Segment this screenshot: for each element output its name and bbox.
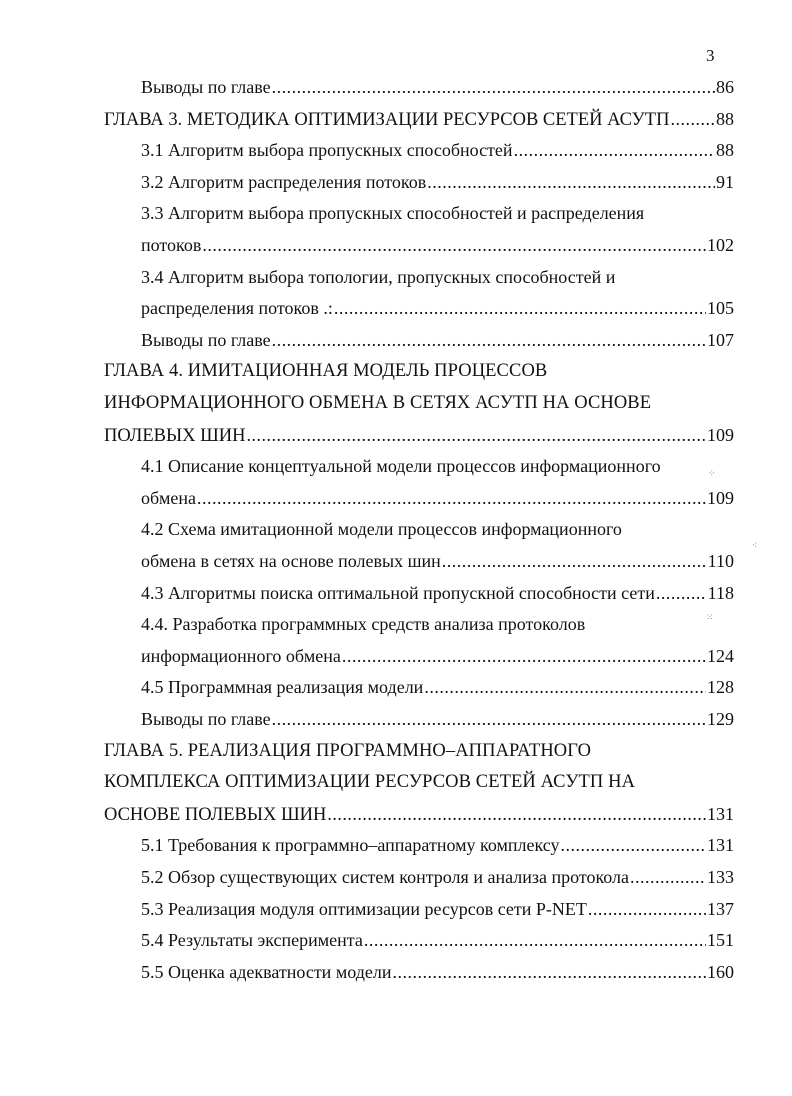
dot-leader — [364, 925, 706, 955]
toc-page-number: 109 — [707, 424, 734, 445]
toc-entry-title: ГЛАВА 3. МЕТОДИКА ОПТИМИЗАЦИИ РЕСУРСОВ СЕТЕЙ АСУТП — [104, 109, 670, 130]
toc-line — [0, 72, 792, 102]
scan-speck: ⁖ — [752, 540, 758, 550]
toc-page-number: 107 — [707, 329, 734, 350]
toc-line — [0, 356, 792, 386]
toc-line — [0, 862, 792, 892]
toc-entry-title: обмена в сетях на основе полевых шин — [141, 551, 441, 571]
toc-page-number: 133 — [707, 867, 734, 887]
toc-entry-title: ПОЛЕВЫХ ШИН — [104, 425, 246, 446]
dot-leader — [272, 325, 706, 355]
dot-leader — [427, 167, 715, 197]
toc-entry-title: Выводы по главе — [141, 77, 271, 97]
toc-entry-title: 5.5 Оценка адекватности модели — [141, 961, 392, 982]
toc-line — [0, 925, 792, 955]
toc-entry-title: 4.2 Схема имитационной модели процессов информационного — [141, 519, 622, 540]
toc-line — [0, 230, 792, 260]
dot-leader — [202, 230, 706, 260]
toc-page-number: 160 — [707, 961, 734, 982]
dot-leader — [327, 799, 706, 829]
toc-line — [0, 198, 792, 228]
toc-page-number: 131 — [707, 835, 734, 856]
toc-entry-title: ИНФОРМАЦИОННОГО ОБМЕНА В СЕТЯХ АСУТП НА ОСНОВЕ — [104, 393, 652, 413]
toc-line — [0, 546, 792, 576]
scan-speck: ⁘ — [708, 468, 716, 478]
toc-entry-title: информационного обмена — [141, 645, 341, 666]
page-number: 3 — [706, 46, 715, 65]
toc-page-number: 128 — [707, 677, 734, 698]
dot-leader — [272, 704, 706, 734]
toc-entry-title: 4.4. Разработка программных средств анализа протоколов — [141, 614, 586, 635]
toc-entry-title: 5.3 Реализация модуля оптимизации ресурсов сети P-NET — [141, 898, 587, 919]
toc-line — [0, 420, 792, 450]
toc-entry-title: 5.4 Результаты эксперимента — [141, 930, 363, 951]
toc-line — [0, 135, 792, 165]
dot-leader — [272, 72, 715, 102]
dot-leader — [442, 546, 707, 576]
toc-entry-title: 4.5 Программная реализация модели — [141, 677, 424, 698]
toc-entry-title: ГЛАВА 4. ИМИТАЦИОННАЯ МОДЕЛЬ ПРОЦЕССОВ — [104, 361, 548, 382]
toc-line — [0, 451, 792, 481]
toc-entry-title: 4.3 Алгоритмы поиска оптимальной пропускной способности сети — [141, 582, 655, 603]
toc-page-number: 110 — [707, 551, 734, 571]
toc-line — [0, 641, 792, 671]
dot-leader — [334, 293, 706, 323]
toc-page-number: 129 — [707, 709, 734, 729]
toc-entry-title: Выводы по главе — [141, 329, 271, 350]
dot-leader — [392, 957, 706, 987]
toc-line — [0, 767, 792, 797]
toc-entry-title: КОМПЛЕКСА ОПТИМИЗАЦИИ РЕСУРСОВ СЕТЕЙ АСУТП НА — [104, 772, 636, 793]
toc-entry-title: 3.4 Алгоритм выбора топологии, пропускных способностей и — [141, 266, 616, 287]
toc-page-number: 109 — [707, 487, 734, 508]
toc-line — [0, 830, 792, 860]
toc-page-number: 102 — [707, 235, 734, 255]
toc-entry-title: Выводы по главе — [141, 709, 271, 729]
toc-line — [0, 799, 792, 829]
toc-line — [0, 736, 792, 766]
toc-entry-title: обмена — [141, 487, 196, 508]
toc-page-number: 131 — [707, 803, 734, 824]
toc-line — [0, 325, 792, 355]
toc-page-number: 118 — [707, 582, 734, 603]
toc-line — [0, 262, 792, 292]
toc-line — [0, 894, 792, 924]
toc-line — [0, 672, 792, 702]
toc-line — [0, 578, 792, 608]
dot-leader — [514, 135, 715, 165]
dot-leader — [247, 420, 707, 450]
toc-line — [0, 704, 792, 734]
toc-entry-title: ГЛАВА 5. РЕАЛИЗАЦИЯ ПРОГРАММНО–АППАРАТНОГО — [104, 740, 592, 761]
toc-entry-title: ОСНОВЕ ПОЛЕВЫХ ШИН — [104, 804, 327, 825]
toc-line — [0, 293, 792, 323]
toc-page-number: 105 — [707, 298, 734, 319]
toc-entry-title: 4.1 Описание концептуальной модели процессов информационного — [141, 456, 661, 477]
toc-page-number: 91 — [716, 171, 734, 192]
toc-page-number: 88 — [716, 140, 734, 161]
dot-leader — [670, 104, 715, 134]
toc-line — [0, 388, 792, 418]
scan-speck: ⁙ — [706, 612, 714, 622]
toc-page-number: 88 — [716, 108, 734, 129]
toc-line — [0, 609, 792, 639]
dot-leader — [424, 672, 706, 702]
dot-leader — [656, 578, 707, 608]
toc-line — [0, 104, 792, 134]
toc-entry-title: распределения потоков .: — [141, 298, 333, 319]
toc-line — [0, 167, 792, 197]
toc-page-number: 151 — [707, 930, 734, 951]
toc-entry-title: 3.2 Алгоритм распределения потоков — [141, 171, 427, 192]
toc-entry-title: 5.2 Обзор существующих систем контроля и анализа протокола — [141, 867, 630, 887]
toc-entry-title: 5.1 Требования к программно–аппаратному комплексу — [141, 835, 560, 856]
toc-line — [0, 514, 792, 544]
toc-entry-title: потоков — [141, 235, 202, 255]
toc-page-number: 86 — [716, 77, 734, 97]
dot-leader — [588, 894, 706, 924]
dot-leader — [197, 483, 706, 513]
dot-leader — [630, 862, 706, 892]
dot-leader — [561, 830, 706, 860]
toc-entry-title: 3.3 Алгоритм выбора пропускных способностей и распределения — [141, 203, 645, 224]
toc-entry-title: 3.1 Алгоритм выбора пропускных способностей — [141, 140, 513, 161]
toc-line — [0, 957, 792, 987]
toc-line — [0, 483, 792, 513]
dot-leader — [342, 641, 706, 671]
toc-page-number: 137 — [707, 898, 734, 919]
toc-page-number: 124 — [707, 645, 734, 666]
